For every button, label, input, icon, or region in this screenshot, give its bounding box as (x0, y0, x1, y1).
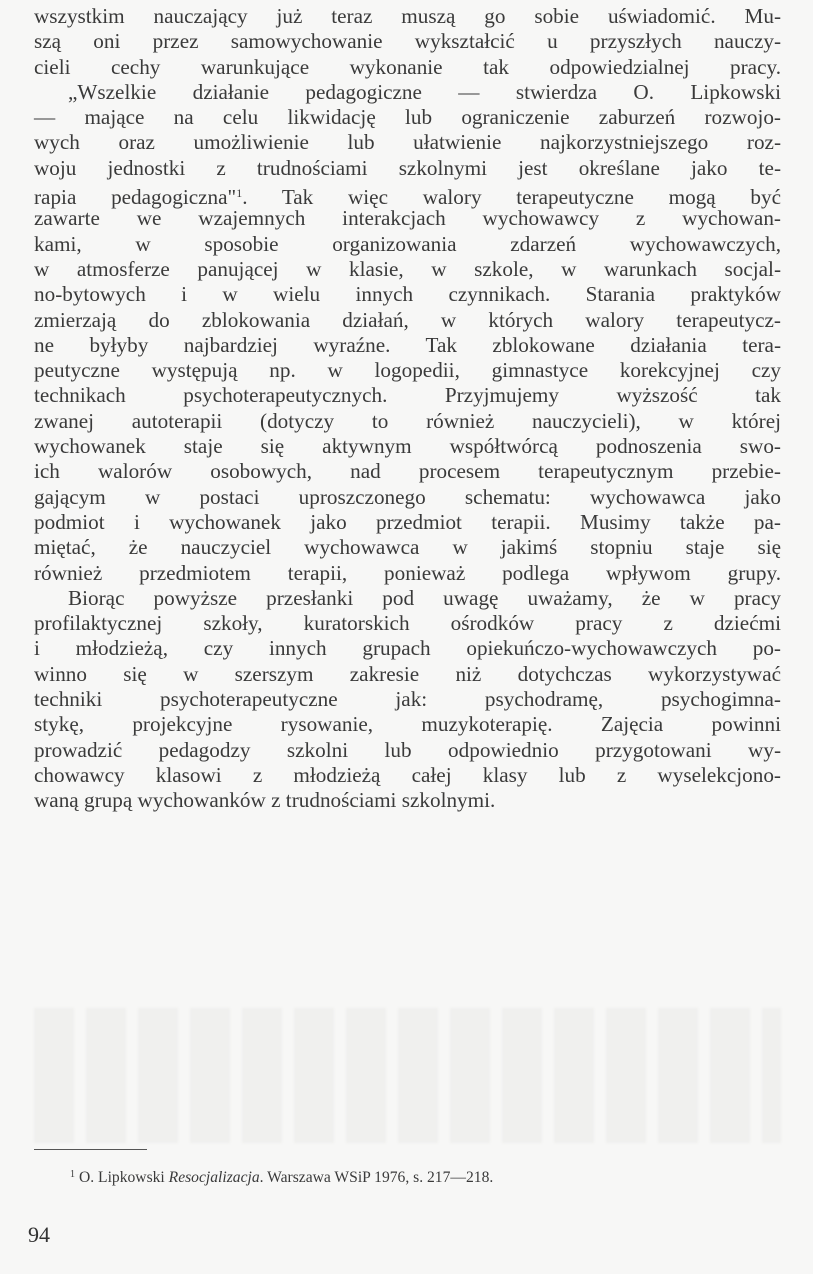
text-line (34, 662, 781, 687)
text-line-content: gającym w postaci uproszczonego schematu: wychowawca jako (34, 484, 781, 509)
text-line (34, 156, 781, 181)
text-line (34, 611, 781, 636)
text-line-content: prowadzić pedagodzy szkolni lub odpowiednio przygotowani wy- (34, 737, 781, 762)
text-line-content: podmiot i wychowanek jako przedmiot terapii. Musimy także pa- (34, 509, 781, 534)
bleed-through-text (34, 1008, 781, 1143)
footnote-title: Resocjalizacja (168, 1169, 260, 1186)
text-line (34, 561, 781, 586)
text-line-content: „Wszelkie działanie pedagogiczne — stwierdza O. Lipkowski (68, 79, 781, 104)
text-line (34, 712, 781, 737)
text-line-content: techniki psychoterapeutyczne jak: psychodramę, psychogimna- (34, 687, 781, 712)
footnote-marker: 1 (70, 1169, 75, 1180)
text-line-content: woju jednostki z trudnościami szkolnymi jest określane jako te- (34, 155, 781, 180)
text-line-content: Biorąc powyższe przesłanki pod uwagę uważamy, że w pracy (68, 585, 781, 610)
text-line-content: ich walorów osobowych, nad procesem terapeutycznym przebie- (34, 459, 781, 484)
text-line (34, 485, 781, 510)
text-line (34, 55, 781, 80)
text-line-content: zawarte we wzajemnych interakcjach wychowawcy z wychowan- (34, 206, 781, 231)
text-line-content: również przedmiotem terapii, ponieważ podlega wpływom grupy. (34, 560, 781, 585)
text-line (34, 434, 781, 459)
text-line (34, 586, 781, 611)
text-line (34, 459, 781, 484)
text-line (34, 510, 781, 535)
text-line (34, 282, 781, 307)
text-line (34, 763, 781, 788)
footnote-reference: 1 (236, 186, 243, 201)
text-line-content: szą oni przez samowychowanie wykształcić u przyszłych nauczy- (34, 29, 781, 54)
text-line (34, 181, 781, 210)
text-line-content: wychowanek staje się aktywnym współtwórcą podnoszenia swo- (34, 434, 781, 459)
text-line (34, 409, 781, 434)
text-line-content: w atmosferze panującej w klasie, w szkole, w warunkach socjal- (34, 256, 781, 281)
text-line-content: profilaktycznej szkoły, kuratorskich ośrodków pracy z dziećmi (34, 611, 781, 636)
text-line-content: miętać, że nauczyciel wychowawca w jakimś stopniu staje się (34, 535, 781, 560)
text-line (34, 29, 781, 54)
text-line-content: stykę, projekcyjne rysowanie, muzykoterapię. Zajęcia powinni (34, 712, 781, 737)
text-line (34, 257, 781, 282)
text-line-content: wszystkim nauczający już teraz muszą go sobie uświadomić. Mu- (34, 4, 781, 28)
text-line (34, 535, 781, 560)
text-line-content: no-bytowych i w wielu innych czynnikach. Starania praktyków (34, 282, 781, 307)
text-line-content: cieli cechy warunkujące wykonanie tak odpowiedzialnej pracy. (34, 54, 781, 79)
text-line (34, 105, 781, 130)
text-line (34, 687, 781, 712)
text-line-content: kami, w sposobie organizowania zdarzeń wychowawczych, (34, 231, 781, 256)
footnote-citation: . Warszawa WSiP 1976, s. 217—218. (259, 1169, 494, 1186)
text-line-content: wych oraz umożliwienie lub ułatwienie najkorzystniejszego roz- (34, 130, 781, 155)
text-line (34, 130, 781, 155)
text-line (34, 636, 781, 661)
text-line-content: peutyczne występują np. w logopedii, gimnastyce korekcyjnej czy (34, 358, 781, 383)
text-line-content: technikach psychoterapeutycznych. Przyjmujemy wyższość tak (34, 383, 781, 408)
text-line (34, 788, 781, 813)
text-line (34, 206, 781, 231)
text-line (34, 80, 781, 105)
footnote (70, 1165, 493, 1188)
text-line (34, 738, 781, 763)
page-number: 94 (28, 1222, 50, 1247)
text-line (34, 308, 781, 333)
text-line-content: — mające na celu likwidację lub ograniczenie zaburzeń rozwojo- (34, 105, 781, 130)
text-line-content: . Tak więc walory terapeutyczne mogą być (242, 185, 781, 210)
text-line-content: chowawcy klasowi z młodzieżą całej klasy lub z wyselekcjono- (34, 762, 781, 787)
text-line-content: i młodzieżą, czy innych grupach opiekuńczo-wychowawczych po- (34, 636, 781, 661)
text-line-content: zmierzają do zblokowania działań, w których walory terapeutycz- (34, 307, 781, 332)
text-line-content: rapia pedagogiczna" (34, 185, 237, 210)
text-line (34, 333, 781, 358)
text-line (34, 4, 781, 29)
text-line (34, 383, 781, 408)
footnote-divider (34, 1149, 147, 1150)
text-line-content: zwanej autoterapii (dotyczy to również nauczycieli), w której (34, 408, 781, 433)
text-line-content: winno się w szerszym zakresie niż dotychczas wykorzystywać (34, 661, 781, 686)
text-line (34, 358, 781, 383)
text-line-content: waną grupą wychowanków z trudnościami szkolnymi. (34, 788, 496, 813)
text-line (34, 232, 781, 257)
text-line-content: ne byłyby najbardziej wyraźne. Tak zblokowane działania tera- (34, 332, 781, 357)
body-text (34, 4, 781, 814)
footnote-author: O. Lipkowski (79, 1169, 165, 1186)
